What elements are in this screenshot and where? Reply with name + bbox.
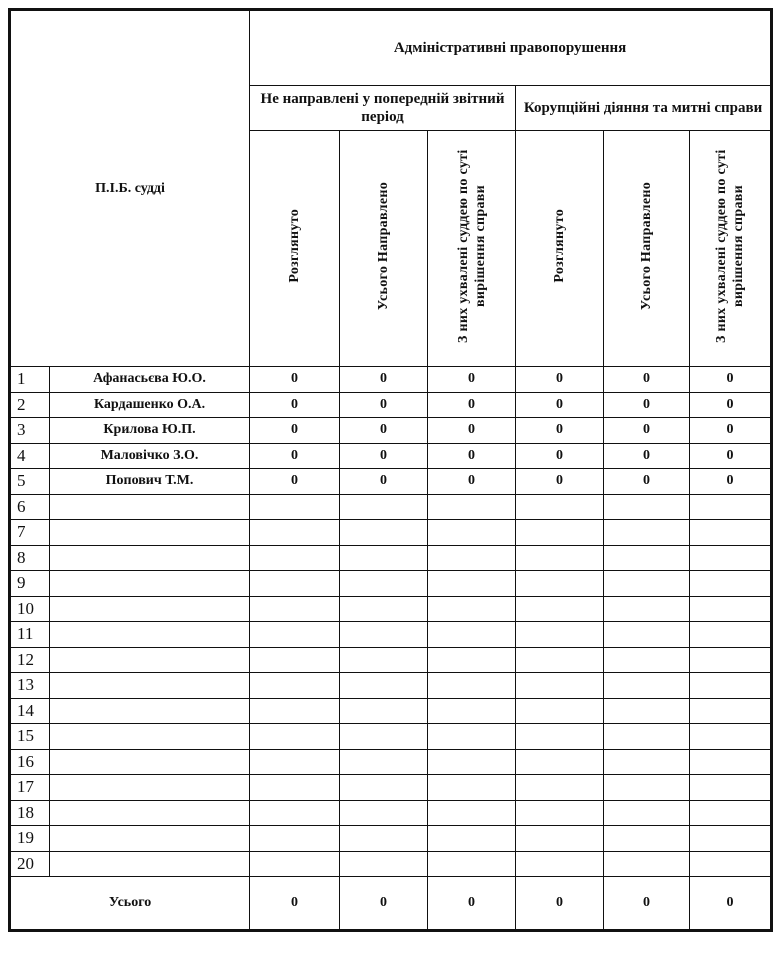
cell-value xyxy=(250,545,340,571)
row-number: 9 xyxy=(10,571,50,597)
total-row xyxy=(10,877,772,931)
total-value: 0 xyxy=(690,877,772,931)
cell-value xyxy=(516,571,604,597)
cell-value: 0 xyxy=(604,392,690,418)
cell-value: 0 xyxy=(604,469,690,495)
judge-name xyxy=(50,749,250,775)
cell-value xyxy=(340,596,428,622)
column-header xyxy=(604,131,690,367)
cell-value xyxy=(340,647,428,673)
cell-value xyxy=(604,724,690,750)
row-number: 11 xyxy=(10,622,50,648)
cell-value xyxy=(690,647,772,673)
judge-name xyxy=(50,596,250,622)
table-row xyxy=(10,392,772,418)
cell-value: 0 xyxy=(690,443,772,469)
column-header xyxy=(516,131,604,367)
row-number: 13 xyxy=(10,673,50,699)
total-value: 0 xyxy=(250,877,340,931)
cell-value: 0 xyxy=(250,392,340,418)
cell-value xyxy=(428,673,516,699)
column-header-label: Усього Направлено xyxy=(639,181,655,311)
row-number: 12 xyxy=(10,647,50,673)
cell-value xyxy=(516,724,604,750)
cell-value xyxy=(250,647,340,673)
column-header xyxy=(250,131,340,367)
cell-value xyxy=(516,596,604,622)
judge-name xyxy=(50,851,250,877)
cell-value xyxy=(604,673,690,699)
cell-value xyxy=(516,673,604,699)
cell-value xyxy=(690,520,772,546)
cell-value xyxy=(250,775,340,801)
table-row xyxy=(10,596,772,622)
cell-value xyxy=(340,826,428,852)
cell-value xyxy=(690,571,772,597)
column-header-label: З них ухвалені суддею по суті вирішення справи xyxy=(714,149,747,343)
cell-value xyxy=(690,826,772,852)
table-row xyxy=(10,698,772,724)
cell-value xyxy=(690,698,772,724)
cell-value xyxy=(250,622,340,648)
table-row xyxy=(10,800,772,826)
subgroup-header-corruption: Корупційні діяння та митні справи xyxy=(516,86,772,131)
table-row xyxy=(10,367,772,393)
cell-value xyxy=(340,851,428,877)
cell-value: 0 xyxy=(690,367,772,393)
cell-value xyxy=(428,520,516,546)
row-number: 5 xyxy=(10,469,50,495)
table-row xyxy=(10,775,772,801)
cell-value: 0 xyxy=(428,443,516,469)
total-label: Усього xyxy=(10,877,250,931)
cell-value: 0 xyxy=(428,469,516,495)
row-number: 4 xyxy=(10,443,50,469)
total-value: 0 xyxy=(340,877,428,931)
cell-value xyxy=(250,698,340,724)
row-number: 20 xyxy=(10,851,50,877)
cell-value xyxy=(340,673,428,699)
cell-value: 0 xyxy=(250,367,340,393)
column-header xyxy=(690,131,772,367)
judge-name xyxy=(50,622,250,648)
cell-value xyxy=(428,775,516,801)
cell-value xyxy=(604,775,690,801)
cell-value xyxy=(516,775,604,801)
table-row xyxy=(10,826,772,852)
cell-value: 0 xyxy=(604,443,690,469)
cell-value xyxy=(604,596,690,622)
cell-value xyxy=(604,826,690,852)
cell-value xyxy=(690,673,772,699)
cell-value xyxy=(428,724,516,750)
row-number: 8 xyxy=(10,545,50,571)
cell-value xyxy=(690,724,772,750)
cell-value xyxy=(340,545,428,571)
cell-value xyxy=(690,851,772,877)
cell-value: 0 xyxy=(604,418,690,444)
cell-value xyxy=(604,571,690,597)
cell-value xyxy=(516,494,604,520)
cell-value xyxy=(604,800,690,826)
row-number: 6 xyxy=(10,494,50,520)
cell-value xyxy=(428,622,516,648)
judge-name xyxy=(50,494,250,520)
row-number: 14 xyxy=(10,698,50,724)
cell-value xyxy=(604,698,690,724)
table-row xyxy=(10,673,772,699)
row-number: 2 xyxy=(10,392,50,418)
table-row xyxy=(10,851,772,877)
cell-value: 0 xyxy=(428,392,516,418)
cell-value xyxy=(250,851,340,877)
judge-name: Кардашенко О.А. xyxy=(50,392,250,418)
cell-value xyxy=(428,826,516,852)
cell-value xyxy=(428,545,516,571)
cell-value xyxy=(516,698,604,724)
cell-value xyxy=(250,520,340,546)
cell-value xyxy=(428,596,516,622)
cell-value xyxy=(428,571,516,597)
cell-value xyxy=(604,622,690,648)
judge-name: Маловічко З.О. xyxy=(50,443,250,469)
cell-value: 0 xyxy=(340,443,428,469)
table-row xyxy=(10,622,772,648)
cell-value xyxy=(604,494,690,520)
cell-value xyxy=(604,520,690,546)
judge-name xyxy=(50,826,250,852)
cell-value: 0 xyxy=(428,418,516,444)
total-value: 0 xyxy=(428,877,516,931)
column-header xyxy=(340,131,428,367)
judge-name xyxy=(50,775,250,801)
judge-name-header: П.І.Б. судді xyxy=(10,10,250,367)
judge-name: Крилова Ю.П. xyxy=(50,418,250,444)
cell-value: 0 xyxy=(690,392,772,418)
judge-name xyxy=(50,647,250,673)
cell-value: 0 xyxy=(690,469,772,495)
cell-value xyxy=(690,596,772,622)
cell-value: 0 xyxy=(516,418,604,444)
cell-value xyxy=(340,571,428,597)
cell-value xyxy=(250,673,340,699)
table-row xyxy=(10,520,772,546)
row-number: 7 xyxy=(10,520,50,546)
row-number: 19 xyxy=(10,826,50,852)
cell-value: 0 xyxy=(340,392,428,418)
table-row xyxy=(10,418,772,444)
table-row xyxy=(10,749,772,775)
table-row xyxy=(10,571,772,597)
table-row xyxy=(10,724,772,750)
cell-value xyxy=(690,749,772,775)
cell-value xyxy=(340,775,428,801)
judge-name xyxy=(50,724,250,750)
row-number: 17 xyxy=(10,775,50,801)
cell-value xyxy=(604,851,690,877)
cell-value xyxy=(604,647,690,673)
cell-value: 0 xyxy=(340,469,428,495)
table-row xyxy=(10,494,772,520)
cell-value xyxy=(250,826,340,852)
table-row xyxy=(10,545,772,571)
cell-value: 0 xyxy=(516,469,604,495)
cell-value xyxy=(516,520,604,546)
cell-value xyxy=(690,800,772,826)
cell-value xyxy=(250,749,340,775)
cell-value xyxy=(516,749,604,775)
cell-value xyxy=(516,622,604,648)
cell-value: 0 xyxy=(250,443,340,469)
cell-value xyxy=(516,800,604,826)
judge-name xyxy=(50,673,250,699)
cell-value xyxy=(690,545,772,571)
column-header-label: Розглянуто xyxy=(552,209,568,283)
judge-name xyxy=(50,698,250,724)
row-number: 15 xyxy=(10,724,50,750)
cell-value xyxy=(428,749,516,775)
cell-value: 0 xyxy=(516,367,604,393)
cell-value xyxy=(250,800,340,826)
cell-value xyxy=(516,851,604,877)
total-value: 0 xyxy=(604,877,690,931)
cell-value: 0 xyxy=(516,443,604,469)
cell-value xyxy=(428,851,516,877)
row-number: 1 xyxy=(10,367,50,393)
column-header-label: З них ухвалені суддею по суті вирішення справи xyxy=(455,149,488,343)
table-row xyxy=(10,647,772,673)
cell-value xyxy=(250,571,340,597)
judge-name xyxy=(50,520,250,546)
total-value: 0 xyxy=(516,877,604,931)
cell-value xyxy=(250,596,340,622)
cell-value: 0 xyxy=(428,367,516,393)
group-header: Адміністративні правопорушення xyxy=(250,10,772,86)
cell-value: 0 xyxy=(340,418,428,444)
cell-value xyxy=(340,622,428,648)
cell-value: 0 xyxy=(340,367,428,393)
cell-value xyxy=(340,494,428,520)
cell-value: 0 xyxy=(250,469,340,495)
cell-value xyxy=(340,749,428,775)
cell-value xyxy=(516,545,604,571)
cell-value xyxy=(690,775,772,801)
row-number: 16 xyxy=(10,749,50,775)
table-row xyxy=(10,443,772,469)
cell-value: 0 xyxy=(604,367,690,393)
judge-name xyxy=(50,545,250,571)
row-number: 10 xyxy=(10,596,50,622)
judge-name xyxy=(50,571,250,597)
cell-value xyxy=(428,800,516,826)
cell-value xyxy=(340,520,428,546)
judge-name: Афанасьєва Ю.О. xyxy=(50,367,250,393)
cell-value xyxy=(428,647,516,673)
cell-value: 0 xyxy=(690,418,772,444)
row-number: 3 xyxy=(10,418,50,444)
cell-value xyxy=(250,494,340,520)
judge-name: Попович Т.М. xyxy=(50,469,250,495)
cell-value xyxy=(340,800,428,826)
cell-value xyxy=(340,698,428,724)
judges-report-table xyxy=(8,8,773,932)
column-header xyxy=(428,131,516,367)
cell-value: 0 xyxy=(516,392,604,418)
cell-value xyxy=(690,622,772,648)
cell-value xyxy=(516,826,604,852)
table-row xyxy=(10,469,772,495)
judge-name xyxy=(50,800,250,826)
cell-value xyxy=(250,724,340,750)
cell-value xyxy=(428,698,516,724)
cell-value xyxy=(340,724,428,750)
cell-value xyxy=(604,545,690,571)
cell-value xyxy=(690,494,772,520)
subgroup-header-not-sent: Не направлені у попередній звітний період xyxy=(250,86,516,131)
column-header-label: Розглянуто xyxy=(287,209,303,283)
row-number: 18 xyxy=(10,800,50,826)
column-header-label: Усього Направлено xyxy=(376,181,392,311)
cell-value xyxy=(516,647,604,673)
cell-value: 0 xyxy=(250,418,340,444)
cell-value xyxy=(428,494,516,520)
cell-value xyxy=(604,749,690,775)
